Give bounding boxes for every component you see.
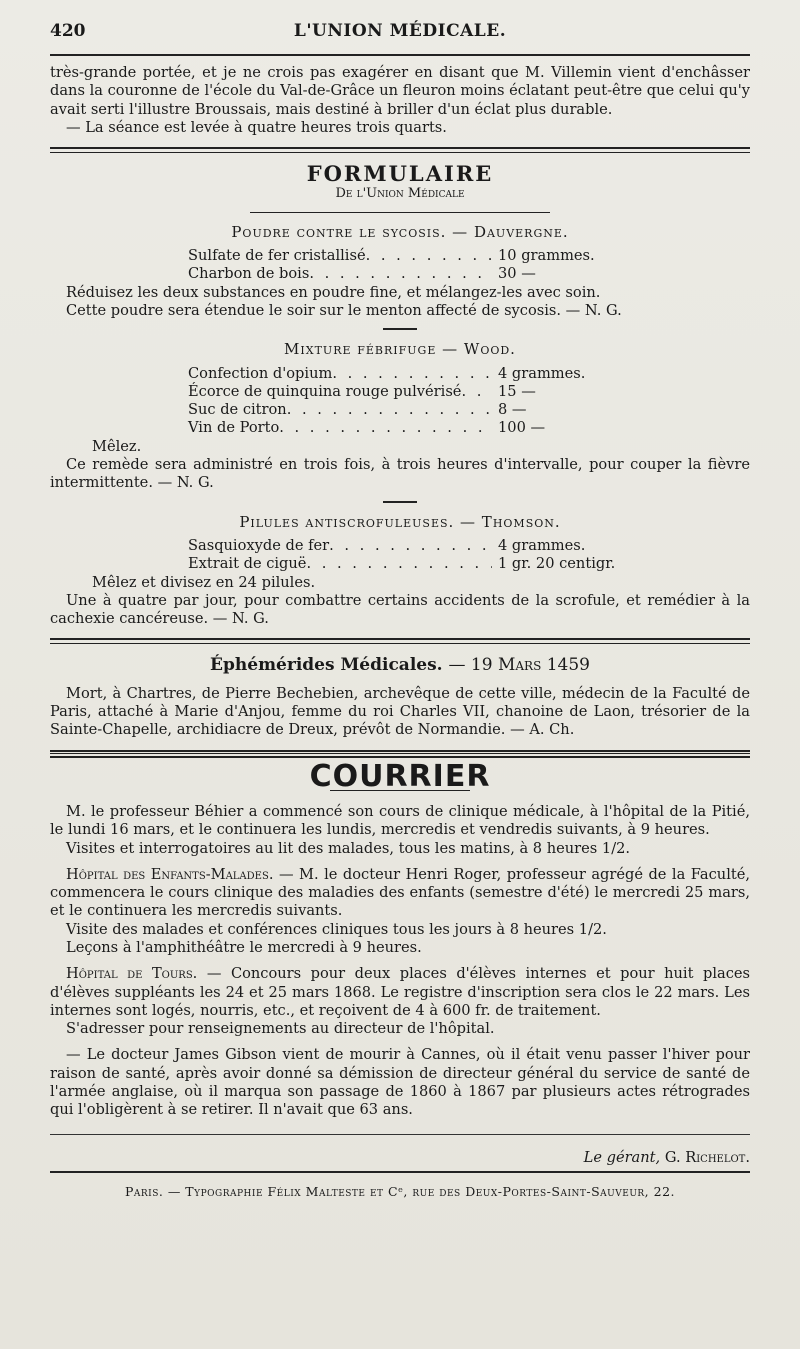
recipe-instruction: Ce remède sera administré en trois fois, à trois heures d'intervalle, pour couper la fièvre intermittente. — N. G. <box>50 456 750 492</box>
signature-name: G. Richelot. <box>664 1148 750 1166</box>
spacer <box>50 858 750 866</box>
ephemerides-text: Mort, à Chartres, de Pierre Bechebien, archevêque de cette ville, médecin de la Faculté de Paris, attaché à Marie d'Anjou, femme du roi Charles VII, chanoine de Laon, trésorier de la Sainte-Chapelle, archidiacre de Dreux, prévôt de Normandie. — A. Ch. <box>50 684 750 739</box>
courrier-paragraph <box>50 866 750 921</box>
ingredient-quantity: 15 — <box>498 382 536 400</box>
spacer <box>50 1038 750 1046</box>
courrier-paragraph: Visite des malades et conférences cliniques tous les jours à 8 heures 1/2. <box>66 920 607 938</box>
spacer <box>50 957 750 965</box>
recipe-title: Poudre contre le sycosis. — Dauvergne. <box>231 222 569 241</box>
ingredient-row <box>188 265 608 283</box>
formulaire-title: FORMULAIRE <box>306 161 494 187</box>
recipe-mix-note: Mêlez et divisez en 24 pilules. <box>92 573 316 591</box>
recipe-separator <box>383 328 417 330</box>
ingredient-list <box>188 247 608 284</box>
courrier-lead: Hôpital des Enfants-Malades. <box>66 865 274 883</box>
recipe-title: Mixture fébrifuge — Wood. <box>284 340 516 359</box>
leader-dots <box>279 419 492 437</box>
ingredient-list <box>188 536 616 574</box>
leader-dots <box>366 247 492 265</box>
signature <box>50 1149 750 1167</box>
recipe-instruction: Cette poudre sera étendue le soir sur le menton affecté de sycosis. — N. G. <box>66 301 622 319</box>
ingredient-name: Confection d'opium <box>188 364 333 382</box>
courrier-paragraph: — Le docteur James Gibson vient de mourir à Cannes, où il était venu passer l'hiver pour raison de santé, après avoir donné sa démission de directeur général du service de santé de l'armée anglaise, où il marqua son passage de 1860 à 1867 par plusieurs actes rétrogrades qui l'obligèrent à se retirer. Il n'avait que 63 ans. <box>50 1046 750 1119</box>
recipe-title: Pilules antiscrofuleuses. — Thomson. <box>239 512 561 531</box>
formulaire-subtitle: De l'Union Médicale <box>335 186 465 202</box>
courrier-body: — M. le docteur Henri Roger, professeur agrégé de la Faculté, commencera le cours clinique des maladies des enfants (semestre d'été) le mercredi 25 mars, et le continuera les mercredis suivants. <box>50 865 751 920</box>
section-divider <box>50 750 750 758</box>
ephemerides-heading <box>50 656 750 674</box>
ingredient-row <box>188 537 608 555</box>
courrier-lead: Hôpital de Tours. <box>66 965 198 983</box>
ingredient-quantity: 4 grammes. <box>498 536 586 554</box>
courrier-body: — Concours pour deux places d'élèves internes et pour huit places d'élèves suppléants les 24 et 25 mars 1868. Le registre d'inscription sera clos le 22 mars. Les internes sont logés, nourris, etc., et reçoivent de 4 à 600 fr. de traitement. <box>50 965 750 1019</box>
leader-dots <box>332 365 492 383</box>
ingredient-quantity: 100 — <box>498 419 546 437</box>
courrier-paragraph: Visites et interrogatoires au lit des malades, tous les matins, à 8 heures 1/2. <box>66 839 631 857</box>
ingredient-row <box>188 419 608 437</box>
page-number: 420 <box>50 21 86 41</box>
recipe-instruction: Réduisez les deux substances en poudre fine, et mélangez-les avec soin. <box>66 283 601 301</box>
ingredient-name: Suc de citron <box>188 401 287 419</box>
courrier-title: COURRIER <box>309 758 491 794</box>
section-divider <box>50 147 750 153</box>
running-head <box>50 18 750 48</box>
ingredient-name: Écorce de quinquina rouge pulvérisé <box>188 382 462 400</box>
ingredient-row <box>188 247 608 265</box>
session-closing: — La séance est levée à quatre heures trois quarts. <box>66 118 447 136</box>
courrier-paragraph: Leçons à l'amphithéâtre le mercredi à 9 heures. <box>66 938 422 956</box>
intro-paragraph: très-grande portée, et je ne crois pas exagérer en disant que M. Villemin vient d'enchâsser dans la couronne de l'école du Val-de-Grâce un fleuron moins éclatant peut-être que celui qu'y avait serti l'illustre Broussais, mais destiné à briller d'un éclat plus durable. <box>50 64 750 118</box>
ingredient-name: Charbon de bois <box>188 265 310 283</box>
ingredient-name: Extrait de ciguë <box>188 555 307 573</box>
ingredient-quantity: 1 gr. 20 centigr. <box>498 555 616 573</box>
ingredient-row <box>188 365 608 383</box>
leader-dots <box>309 265 492 283</box>
leader-dots <box>329 537 492 555</box>
leader-dots <box>287 401 492 419</box>
ephemerides-date: — 19 Mars 1459 <box>448 655 590 676</box>
ingredient-quantity: 30 — <box>498 265 536 283</box>
courrier-paragraph <box>50 965 750 1020</box>
ingredient-row <box>188 555 616 573</box>
courrier-paragraph: S'adresser pour renseignements au directeur de l'hôpital. <box>66 1020 495 1038</box>
recipe-instruction: Une à quatre par jour, pour combattre certains accidents de la scrofule, et remédier à la cachexie cancéreuse. — N. G. <box>50 591 750 628</box>
signature-label: Le gérant, <box>583 1148 661 1166</box>
ingredient-row <box>188 401 608 419</box>
footer-rule <box>50 1171 750 1173</box>
journal-title: L'UNION MÉDICALE. <box>293 21 507 41</box>
recipe-mix-note: Mêlez. <box>92 437 142 455</box>
ingredient-quantity: 4 grammes. <box>498 364 586 382</box>
section-divider <box>50 638 750 644</box>
recipe-separator <box>383 501 417 503</box>
ephemerides-title: Éphémérides Médicales. <box>210 655 443 676</box>
ingredient-name: Sulfate de fer cristallisé <box>188 247 366 265</box>
ingredient-name: Vin de Porto <box>188 419 280 437</box>
ingredient-quantity: 8 — <box>498 401 527 419</box>
leader-dots <box>461 383 492 401</box>
ingredient-row <box>188 383 608 401</box>
ingredient-list <box>188 365 608 438</box>
printer-footer: Paris. — Typographie Félix Malteste et Cᵉ, rue des Deux-Portes-Saint-Sauveur, 22. <box>124 1183 676 1199</box>
formulaire-rule <box>250 212 550 213</box>
leader-dots <box>306 555 492 573</box>
signature-rule <box>50 1134 750 1135</box>
ingredient-name: Sasquioxyde de fer <box>188 536 330 554</box>
header-rule <box>50 54 750 56</box>
ingredient-quantity: 10 grammes. <box>498 247 595 265</box>
courrier-paragraph: M. le professeur Béhier a commencé son cours de clinique médicale, à l'hôpital de la Pitié, le lundi 16 mars, et le continuera les lundis, mercredis et vendredis suivants, à 9 heures. <box>50 802 750 839</box>
